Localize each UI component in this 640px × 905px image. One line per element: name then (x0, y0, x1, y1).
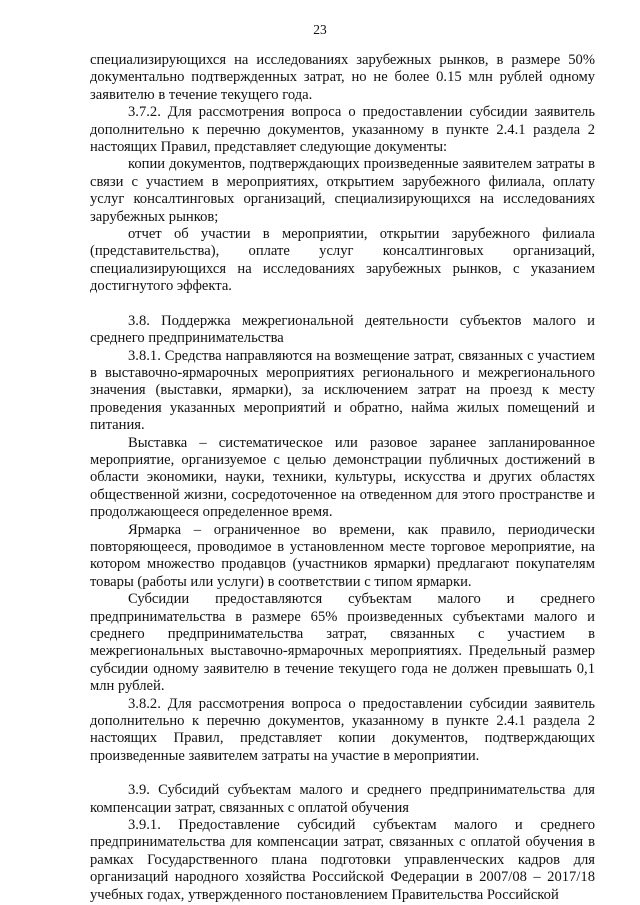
page-number: 23 (313, 22, 327, 37)
document-body (90, 52, 595, 904)
paragraph-3-8-2: 3.8.2. Для рассмотрения вопроса о предоставлении субсидии заявитель дополнительно к перечню документов, указанному в пункте 2.4.1 раздела 2 настоящих Правил, представляет копии документов, подтверждающих произведенные заявителем затраты на участие в мероприятии. (90, 695, 595, 764)
paragraph-exhibition-definition: Выставка – систематическое или разовое заранее запланированное мероприятие, организуемое с целью демонстрации публичных достижений в области экономики, науки, техники, культуры, искусства и других областях общественной жизни, сосредоточенное на отведенном для этого пространстве и продолжающееся определенное время. (90, 434, 595, 521)
paragraph-3-9-1: 3.9.1. Предоставление субсидий субъектам малого и среднего предпринимательства для компенсации затрат, связанных с оплатой обучения в рамках Государственного плана подготовки управленческих кадров для организаций народного хозяйства Российской Федерации в 2007/08 – 2017/18 учебных годах, утвержденного постановлением Правительства Российской (90, 817, 595, 903)
paragraph-participation-report: отчет об участии в мероприятии, открытии зарубежного филиала (представительства), оплате услуг консалтинговых организаций, специализирующихся на исследованиях зарубежных рынков, с указанием достигнутого эффекта. (90, 226, 595, 295)
paragraph-subsidy-amount: Субсидии предоставляются субъектам малого и среднего предпринимательства в размере 65% произведенных субъектами малого и среднего предпринимательства затрат, связанных с участием в межрегиональных выставочно-ярмарочных мероприятиях. Предельный размер субсидии одному заявителю в течение текущего года не должен превышать 0,1 млн рублей. (90, 591, 595, 695)
section-heading-3-8: 3.8. Поддержка межрегиональной деятельности субъектов малого и среднего предпринимательства (90, 312, 595, 347)
paragraph-fair-definition: Ярмарка – ограниченное во времени, как правило, периодически повторяющееся, проводимое в установленном месте торговое мероприятие, на котором множество продавцов (участников ярмарки) предлагают покупателям товары (работы или услуги) в соответствии с типом ярмарки. (90, 521, 595, 590)
paragraph-copies-of-documents: копии документов, подтверждающих произведенные заявителем затраты в связи с участием в мероприятиях, открытием зарубежного филиала, оплату услуг консалтинговых организаций, специализирующихся на исследованиях зарубежных рынков; (90, 156, 595, 225)
section-heading-3-9: 3.9. Субсидий субъектам малого и среднего предпринимательства для компенсации затрат, связанных с оплатой обучения (90, 782, 595, 816)
paragraph-3-8-1: 3.8.1. Средства направляются на возмещение затрат, связанных с участием в выставочно-ярмарочных мероприятиях регионального и межрегионального значения (выставки, ярмарки), за исключением затрат на проезд к месту проведения указанных мероприятий и обратно, найма жилых помещений и питания. (90, 347, 595, 434)
paragraph-3-7-1-continuation: специализирующихся на исследованиях зарубежных рынков, в размере 50% документально подтвержденных затрат, но не более 0.15 млн рублей одному заявителю в течение текущего года. (90, 52, 595, 103)
paragraph-3-7-2: 3.7.2. Для рассмотрения вопроса о предоставлении субсидии заявитель дополнительно к перечню документов, указанному в пункте 2.4.1 раздела 2 настоящих Правил, представляет следующие документы: (90, 104, 595, 156)
